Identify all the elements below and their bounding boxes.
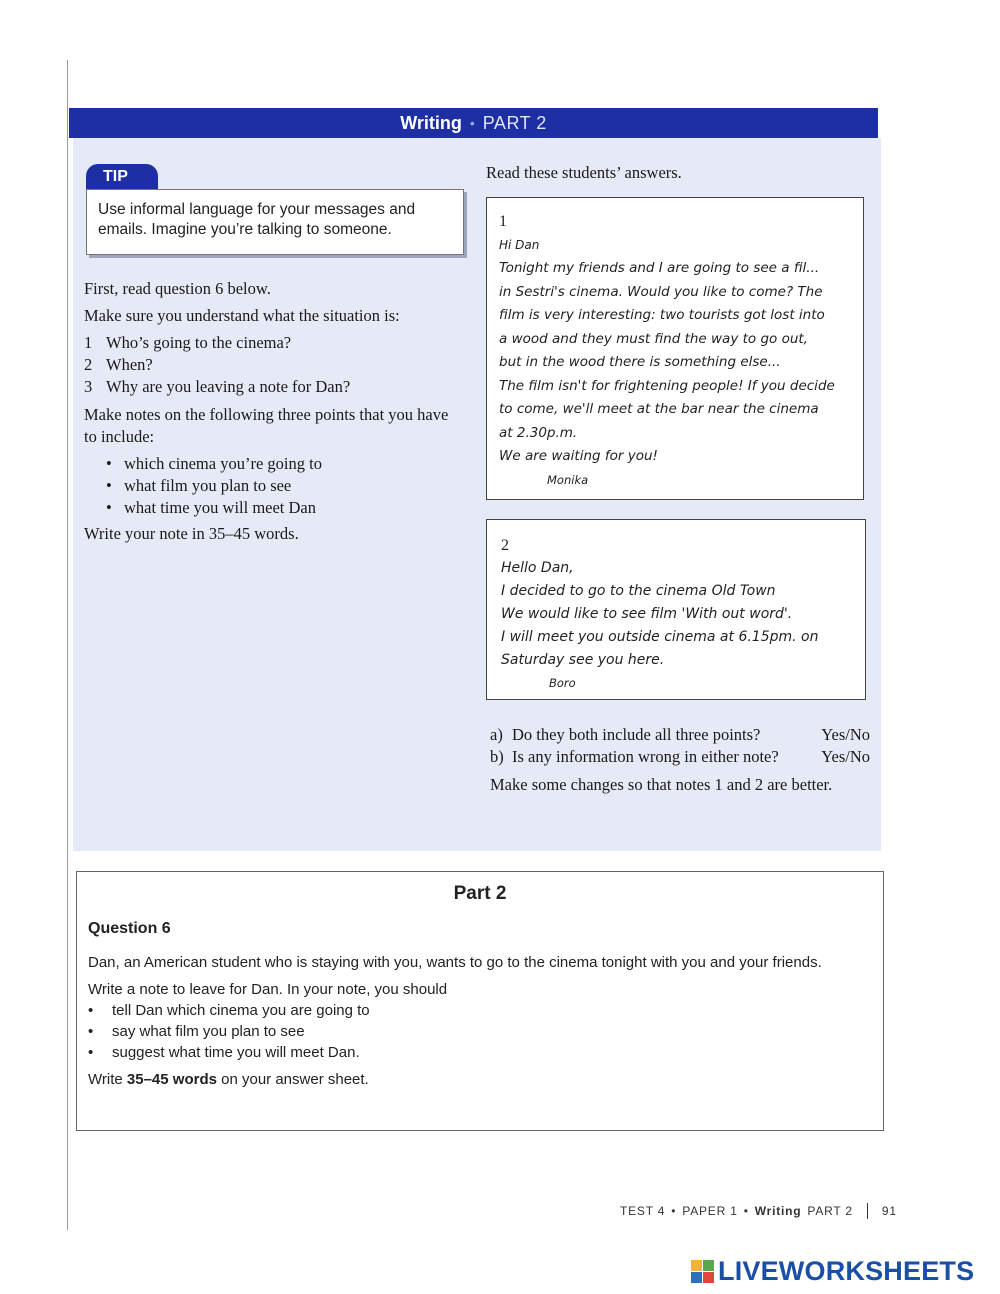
- yes-no-option: Yes/No: [821, 747, 870, 766]
- list-item: 2 When?: [84, 355, 153, 374]
- word-limit-text: Write 35–45 words on your answer sheet.: [88, 1071, 369, 1088]
- answer-line: in Sestri's cinema. Would you like to come? The: [499, 283, 823, 300]
- page-margin-rule: [67, 60, 68, 1230]
- tip-tab: [86, 164, 158, 190]
- changes-instruction: Make some changes so that notes 1 and 2 are better.: [490, 775, 833, 794]
- liveworksheets-brand: [691, 1256, 974, 1287]
- page-footer: TEST 4 • PAPER 1 • Writing PART 2 91: [620, 1204, 897, 1218]
- list-item: 1 Who’s going to the cinema?: [84, 333, 292, 352]
- question-body: [88, 952, 858, 1096]
- tip-box: Use informal language for your messages and emails. Imagine you’re talking to someone.: [86, 189, 464, 255]
- part2-question-box: [76, 871, 884, 1131]
- list-item: • what film you plan to see: [106, 476, 292, 495]
- instruction-text: Write a note to leave for Dan. In your note, you should: [88, 981, 448, 998]
- liveworksheets-logo-icon: [691, 1260, 714, 1283]
- part-title: Part 2: [453, 883, 507, 904]
- notes-intro: Make notes on the following three points that you have to include:: [84, 405, 449, 446]
- brand-text: LIVEWORKSHEETS: [718, 1256, 975, 1286]
- student-answer-2: [486, 519, 866, 700]
- page-number: 91: [881, 1204, 897, 1218]
- instructions-column: [84, 278, 464, 550]
- question-heading: Question 6: [88, 920, 171, 937]
- answer-line: The film isn't for frightening people! If you decide: [499, 377, 835, 394]
- answer-line: Hello Dan,: [501, 560, 574, 576]
- answer-number: 2: [501, 537, 509, 554]
- situation-text: Make sure you understand what the situation is:: [84, 306, 400, 325]
- answer-signature: Boro: [549, 676, 576, 690]
- question-a: a) Do they both include all three points? Yes/No: [490, 725, 870, 744]
- answer-line: a wood and they must find the way to go out,: [499, 330, 808, 347]
- answer-signature: Monika: [547, 472, 589, 487]
- list-item: • which cinema you’re going to: [106, 454, 322, 473]
- task-bullets: [88, 1000, 858, 1063]
- tip-label: TIP: [103, 168, 128, 185]
- list-item: • tell Dan which cinema you are going to: [88, 1002, 370, 1019]
- read-answers-heading: Read these students’ answers.: [486, 163, 682, 182]
- situation-questions: [84, 332, 464, 398]
- points-list: [106, 453, 464, 519]
- header-part: PART 2: [482, 112, 547, 133]
- answer-line: at 2.30p.m.: [499, 424, 578, 441]
- answer-line: I decided to go to the cinema Old Town: [501, 583, 776, 599]
- answer-greeting: Hi Dan: [499, 237, 540, 252]
- word-count-instruction: Write your note in 35–45 words.: [84, 524, 299, 543]
- answer-line: film is very interesting: two tourists got lost into: [499, 307, 825, 323]
- question-b: b) Is any information wrong in either note? Yes/No: [490, 747, 870, 766]
- list-item: • what time you will meet Dan: [106, 498, 316, 517]
- student-answer-1: [486, 197, 864, 500]
- header-writing: Writing: [400, 112, 462, 133]
- header-separator: •: [469, 115, 475, 131]
- answer-line: I will meet you outside cinema at 6.15pm. on: [501, 629, 819, 645]
- footer-divider: [867, 1203, 868, 1219]
- comparison-questions: [490, 724, 870, 796]
- answer-line: to come, we'll meet at the bar near the cinema: [499, 401, 819, 417]
- answer-line: but in the wood there is something else...: [499, 354, 781, 370]
- answer-line: We are waiting for you!: [499, 448, 658, 464]
- section-header: [69, 108, 878, 138]
- list-item: • say what film you plan to see: [88, 1023, 305, 1040]
- answer-number: 1: [499, 213, 507, 230]
- answer-line: Tonight my friends and I are going to see a fil...: [499, 260, 820, 276]
- answer-line: Saturday see you here.: [501, 652, 665, 668]
- yes-no-option: Yes/No: [821, 725, 870, 744]
- answer-line: We would like to see film 'With out word'.: [501, 606, 793, 622]
- intro-text: First, read question 6 below.: [84, 279, 271, 298]
- list-item: • suggest what time you will meet Dan.: [88, 1044, 360, 1061]
- list-item: 3 Why are you leaving a note for Dan?: [84, 377, 351, 396]
- scenario-text: Dan, an American student who is staying with you, wants to go to the cinema tonight with you and your friends.: [88, 954, 822, 971]
